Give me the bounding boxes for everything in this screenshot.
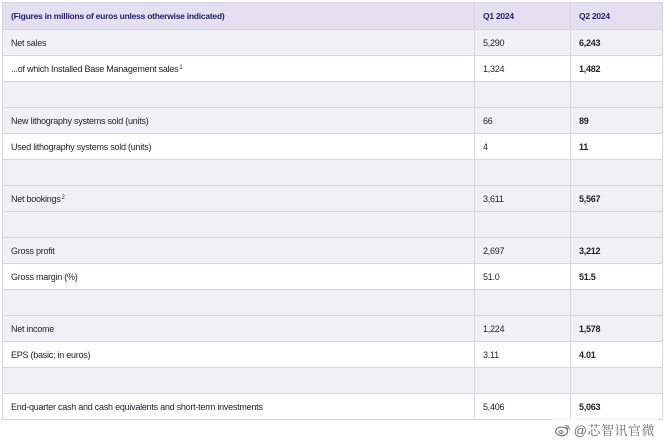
table-row: [3, 342, 663, 368]
table-body: [3, 30, 663, 420]
spacer-cell: [571, 82, 663, 108]
spacer-cell: [571, 290, 663, 316]
footnote-marker: 1: [179, 64, 183, 71]
q2-value: 11: [571, 134, 663, 160]
spacer-cell: [571, 160, 663, 186]
spacer-cell: [475, 212, 571, 238]
table-header-row: [3, 3, 663, 30]
row-label-text: Used lithography systems sold (units): [11, 141, 152, 152]
q1-value: 3,611: [475, 186, 571, 212]
spacer-row: [3, 290, 663, 316]
header-label: (Figures in millions of euros unless otherwise indicated): [3, 3, 475, 30]
q1-value: 66: [475, 108, 571, 134]
row-label-text: Net bookings: [11, 193, 61, 204]
q2-value: 3,212: [571, 238, 663, 264]
row-label: [3, 56, 475, 82]
footnote-marker: 2: [61, 194, 65, 201]
q1-value: 5,406: [475, 394, 571, 420]
q2-value: 5,567: [571, 186, 663, 212]
watermark: [552, 419, 658, 440]
row-label-text: End-quarter cash and cash equivalents and short-term investments: [11, 401, 263, 412]
table-row: [3, 238, 663, 264]
row-label: [3, 108, 475, 134]
table-row: [3, 134, 663, 160]
row-label-text: Gross profit: [11, 245, 55, 256]
row-label-text: Net income: [11, 323, 55, 334]
weibo-icon: [555, 423, 571, 437]
table-row: [3, 264, 663, 290]
table-row: [3, 316, 663, 342]
row-label: [3, 134, 475, 160]
q1-value: 51.0: [475, 264, 571, 290]
q2-value: 6,243: [571, 30, 663, 56]
financial-summary-table: [2, 2, 663, 420]
q2-value: 89: [571, 108, 663, 134]
spacer-row: [3, 212, 663, 238]
row-label-text: ...of which Installed Base Management sales: [11, 63, 179, 74]
table-row: [3, 30, 663, 56]
row-label-text: Gross margin (%): [11, 271, 78, 282]
row-label: [3, 316, 475, 342]
row-label-text: Net sales: [11, 37, 47, 48]
spacer-row: [3, 160, 663, 186]
row-label: [3, 264, 475, 290]
spacer-cell: [475, 160, 571, 186]
q2-value: 1,578: [571, 316, 663, 342]
q1-value: 4: [475, 134, 571, 160]
spacer-cell: [3, 368, 475, 394]
table-row: [3, 56, 663, 82]
spacer-cell: [3, 290, 475, 316]
spacer-row: [3, 368, 663, 394]
spacer-cell: [571, 212, 663, 238]
spacer-cell: [571, 368, 663, 394]
row-label: [3, 186, 475, 212]
q2-value: 4.01: [571, 342, 663, 368]
table-row: [3, 186, 663, 212]
spacer-cell: [3, 212, 475, 238]
table-row: [3, 394, 663, 420]
q1-value: 1,324: [475, 56, 571, 82]
spacer-cell: [475, 290, 571, 316]
spacer-cell: [475, 368, 571, 394]
table-row: [3, 108, 663, 134]
q1-value: 2,697: [475, 238, 571, 264]
row-label: [3, 342, 475, 368]
header-q2: Q2 2024: [571, 3, 663, 30]
spacer-cell: [475, 82, 571, 108]
watermark-text: @芯智讯官微: [573, 423, 655, 438]
q1-value: 3.11: [475, 342, 571, 368]
header-q1: Q1 2024: [475, 3, 571, 30]
row-label: [3, 238, 475, 264]
spacer-cell: [3, 82, 475, 108]
spacer-cell: [3, 160, 475, 186]
row-label: [3, 394, 475, 420]
spacer-row: [3, 82, 663, 108]
q2-value: 5,063: [571, 394, 663, 420]
q1-value: 1,224: [475, 316, 571, 342]
row-label-text: New lithography systems sold (units): [11, 115, 149, 126]
row-label: [3, 30, 475, 56]
q2-value: 1,482: [571, 56, 663, 82]
q2-value: 51.5: [571, 264, 663, 290]
q1-value: 5,290: [475, 30, 571, 56]
row-label-text: EPS (basic; in euros): [11, 349, 91, 360]
